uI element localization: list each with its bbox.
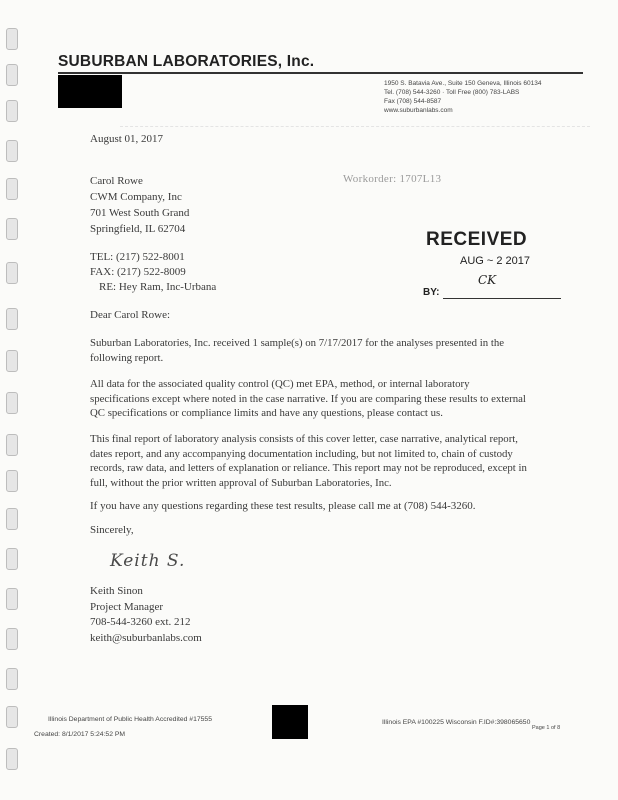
binder-hole	[6, 308, 18, 330]
binder-hole	[6, 350, 18, 372]
re-line: RE: Hey Ram, Inc-Urbana	[99, 281, 217, 293]
recipient-company: CWM Company, Inc	[90, 191, 182, 203]
paragraph-qc: All data for the associated quality control (QC) met EPA, method, or internal laboratory specifications except where noted in the case narrative. If you are comparing these results to external QC specifications or compliance limits and have any questions, please contact us.	[90, 378, 526, 419]
fax-line-recipient: FAX: (217) 522-8009	[90, 266, 186, 278]
paragraph-report-contents: This final report of laboratory analysis consists of this cover letter, case narrative, analytical report, dates report, and any accompanying documentation including, but not limited to, chain of custody records, raw data, and letters of explanation or reliance. This report may not be reproduced, except in full, without the prior written approval of Suburban Laboratories, Inc.	[90, 433, 527, 489]
binder-hole	[6, 64, 18, 86]
redacted-logo	[58, 75, 122, 108]
stamp-received-text: RECEIVED	[426, 229, 528, 250]
signer-phone: 708-544-3260 ext. 212	[90, 616, 191, 628]
binder-hole	[6, 588, 18, 610]
signer-email[interactable]: keith@suburbanlabs.com	[90, 631, 202, 644]
binder-hole	[6, 748, 18, 770]
redacted-footer-block	[272, 705, 308, 739]
binder-hole	[6, 262, 18, 284]
company-name: SUBURBAN LABORATORIES, Inc.	[58, 53, 315, 70]
binder-hole	[6, 392, 18, 414]
received-stamp	[420, 229, 568, 301]
handwritten-signature: Keith S.	[110, 551, 186, 571]
binder-hole	[6, 100, 18, 122]
binder-hole	[6, 508, 18, 530]
stamp-date: AUG ~ 2 2017	[460, 255, 531, 267]
binder-hole	[6, 668, 18, 690]
website-line: www.suburbanlabs.com	[384, 107, 453, 114]
fax-line: Fax (708) 544-8587	[384, 98, 442, 105]
binder-hole	[6, 548, 18, 570]
tel-line: TEL: (217) 522-8001	[90, 251, 185, 263]
company-address	[384, 79, 541, 115]
recipient-block	[90, 173, 189, 237]
binder-hole	[6, 178, 18, 200]
binder-hole	[6, 434, 18, 456]
letter-date: August 01, 2017	[90, 133, 164, 145]
stamp-by-label: BY:	[423, 287, 440, 298]
signer-name: Keith Sinon	[90, 585, 143, 597]
signer-title: Project Manager	[90, 600, 163, 613]
page-number: Page 1 of 8	[532, 725, 561, 731]
recipient-name: Carol Rowe	[90, 175, 143, 187]
contact-block	[90, 250, 216, 295]
salutation: Dear Carol Rowe:	[90, 309, 171, 321]
address-line: 1950 S. Batavia Ave., Suite 150 Geneva, Illinois 60134	[384, 80, 542, 87]
binder-hole	[6, 628, 18, 650]
binder-hole	[6, 140, 18, 162]
signer-block	[90, 584, 202, 646]
footer-created-timestamp: Created: 8/1/2017 5:24:52 PM	[34, 731, 126, 738]
recipient-street: 701 West South Grand	[90, 207, 190, 219]
stamp-initials: CK	[478, 273, 497, 287]
paragraph-receipt: Suburban Laboratories, Inc. received 1 sample(s) on 7/17/2017 for the analyses presented in the following report.	[90, 337, 505, 364]
divider	[120, 126, 590, 127]
letterhead-rule	[58, 72, 583, 74]
binder-hole	[6, 218, 18, 240]
binder-holes	[6, 0, 22, 800]
binder-hole	[6, 706, 18, 728]
paragraph-questions: If you have any questions regarding these test results, please call me at (708) 544-3260.	[90, 500, 476, 512]
footer-accreditation-right: Illinois EPA #100225 Wisconsin F.ID#:398065650	[382, 719, 531, 726]
footer-accreditation-left: Illinois Department of Public Health Accredited #17555	[48, 716, 212, 723]
binder-hole	[6, 28, 18, 50]
stamp-signature-line	[443, 298, 561, 299]
closing: Sincerely,	[90, 524, 134, 536]
recipient-city: Springfield, IL 62704	[90, 223, 186, 235]
phone-line: Tel. (708) 544-3260 · Toll Free (800) 783-LABS	[384, 89, 520, 96]
binder-hole	[6, 470, 18, 492]
workorder-label: Workorder: 1707L13	[343, 173, 442, 185]
